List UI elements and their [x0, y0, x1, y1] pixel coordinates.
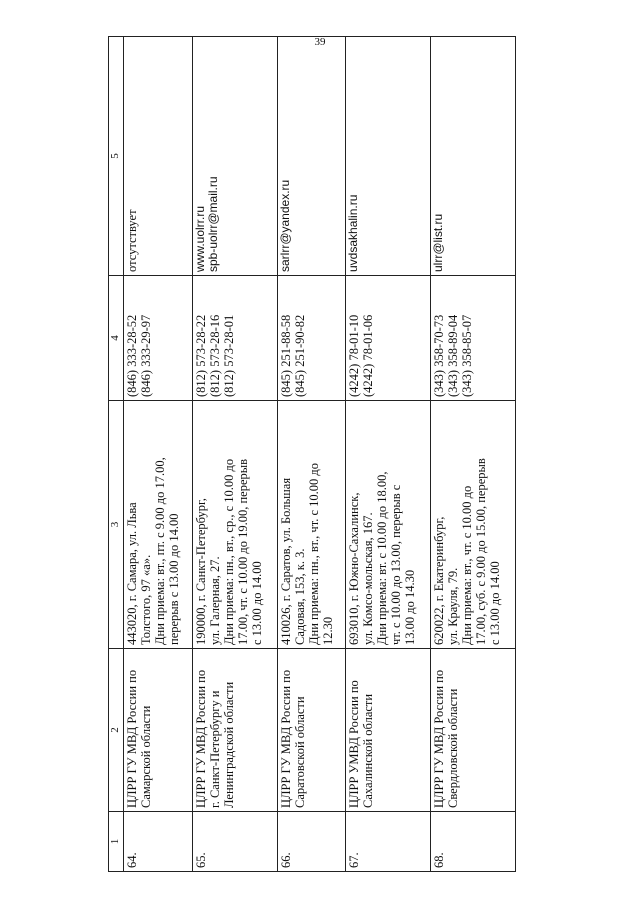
address-line: 17.00, чт. с 10.00 до 19.00, перерыв [235, 458, 250, 645]
address-line: 17.00, суб. с 9.00 до 15.00, перерыв [474, 458, 489, 645]
row-number: 64. [124, 812, 193, 872]
address-cell [346, 401, 431, 649]
address-line: 190000, г. Санкт-Петербург, [193, 498, 208, 645]
address-line: ул. Крауля, 79. [446, 567, 461, 645]
phone-number: (343) 358-89-04 [446, 314, 461, 397]
address-line: с 13.00 до 14.00 [488, 561, 503, 645]
organization-cell [277, 649, 346, 812]
organization-line: г. Санкт-Петербургу и [207, 690, 222, 808]
address-line: Дни приема: пн., вт., чт. с 10.00 до [306, 462, 321, 645]
address-line: с 13.00 до 14.00 [249, 561, 264, 645]
phone-number: (812) 573-28-01 [221, 314, 236, 397]
column-header-3: 3 [109, 401, 124, 649]
phone-number: (343) 358-85-07 [460, 314, 475, 397]
organization-cell [192, 649, 277, 812]
address-line: Садовая, 153, к. 3. [292, 548, 307, 645]
table-row [346, 37, 431, 872]
address-cell [192, 401, 277, 649]
address-line: 620022, г. Екатеринбург, [432, 516, 447, 645]
phones-cell [277, 276, 346, 401]
phone-number: (4242) 78-01-10 [347, 314, 362, 397]
page-number: 39 [314, 36, 326, 48]
organization-line: Самарской области [139, 705, 153, 808]
row-number: 66. [277, 812, 346, 872]
address-cell [124, 401, 193, 649]
phone-number: (812) 573-28-16 [207, 314, 222, 397]
email-link[interactable]: sarlrr@yandex.ru [277, 179, 292, 272]
address-line: Дни приема: вт., пт. с 9.00 до 17.00, [153, 457, 167, 645]
address-line: перерыв с 13.00 до 14.00 [167, 513, 181, 645]
table-row [124, 37, 193, 872]
organization-line: ЦЛРР ГУ МВД России по [125, 669, 139, 808]
phone-number: (845) 251-88-58 [278, 314, 293, 397]
phones-cell [192, 276, 277, 401]
organization-line: Саратовской области [292, 696, 307, 808]
column-header-4: 4 [109, 276, 124, 401]
row-number: 67. [346, 812, 431, 872]
address-line: 12.30 [320, 616, 335, 645]
organization-cell [124, 649, 193, 812]
address-line: ул. Комсо-мольская, 167. [361, 512, 376, 645]
address-line: Толстого, 97 «а». [139, 554, 153, 645]
contact-text: отсутствует [125, 209, 139, 272]
address-line: Дни приема: вт. с 10.00 до 18.00, [375, 471, 390, 645]
contacts-cell [277, 37, 346, 276]
phone-number: (343) 358-70-73 [432, 314, 447, 397]
address-line: чт. с 10.00 до 13.00, перерыв с [389, 484, 404, 645]
address-line: Дни приема: вт., чт. с 10.00 до [460, 485, 475, 645]
organization-cell [346, 649, 431, 812]
registry-table [108, 36, 516, 872]
phone-number: (812) 573-28-22 [193, 314, 208, 397]
table-row [192, 37, 277, 872]
phone-number: (845) 251-90-82 [292, 314, 307, 397]
row-number: 65. [192, 812, 277, 872]
organization-line: Свердловской области [446, 688, 461, 808]
email-link[interactable]: ulrr@list.ru [431, 213, 446, 272]
organization-line: ЦЛРР ГУ МВД России по [193, 669, 208, 808]
organization-line: Ленинградской области [221, 681, 236, 808]
address-line: ул. Галерная, 27. [207, 556, 222, 645]
organization-line: ЦЛРР ГУ МВД России по [278, 669, 293, 808]
phones-cell [431, 276, 516, 401]
phones-cell [346, 276, 431, 401]
organization-line: ЦЛРР УМВД России по [347, 680, 362, 808]
column-header-5: 5 [109, 37, 124, 276]
address-line: Дни приема: пн., вт., ср., с 10.00 до [221, 458, 236, 645]
column-header-2: 2 [109, 649, 124, 812]
organization-line: ЦЛРР ГУ МВД России по [432, 669, 447, 808]
email-link[interactable]: spb-uolrr@mail.ru [206, 176, 221, 272]
column-number-row [109, 37, 124, 872]
address-line: 693010, г. Южно-Сахалинск, [347, 492, 362, 645]
contacts-cell [431, 37, 516, 276]
address-line: 443020, г. Самара, ул. Льва [125, 502, 139, 645]
address-cell [431, 401, 516, 649]
table-row [431, 37, 516, 872]
phone-number: (846) 333-29-97 [139, 314, 153, 397]
row-number: 68. [431, 812, 516, 872]
organization-cell [431, 649, 516, 812]
contacts-cell [346, 37, 431, 276]
website-link[interactable]: uvdsakhalin.ru [346, 194, 361, 272]
table-row [277, 37, 346, 872]
contacts-cell [124, 37, 193, 276]
website-link[interactable]: www.uolrr.ru [192, 205, 207, 272]
contacts-cell [192, 37, 277, 276]
phones-cell [124, 276, 193, 401]
column-header-1: 1 [109, 812, 124, 872]
address-cell [277, 401, 346, 649]
phone-number: (846) 333-28-52 [125, 314, 139, 397]
address-line: 410026, г. Саратов, ул. Большая [278, 477, 293, 645]
rotated-table-container [108, 62, 516, 872]
organization-line: Сахалинской области [361, 693, 376, 808]
address-line: 13.00 до 14.30 [403, 569, 418, 645]
phone-number: (4242) 78-01-06 [361, 314, 376, 397]
